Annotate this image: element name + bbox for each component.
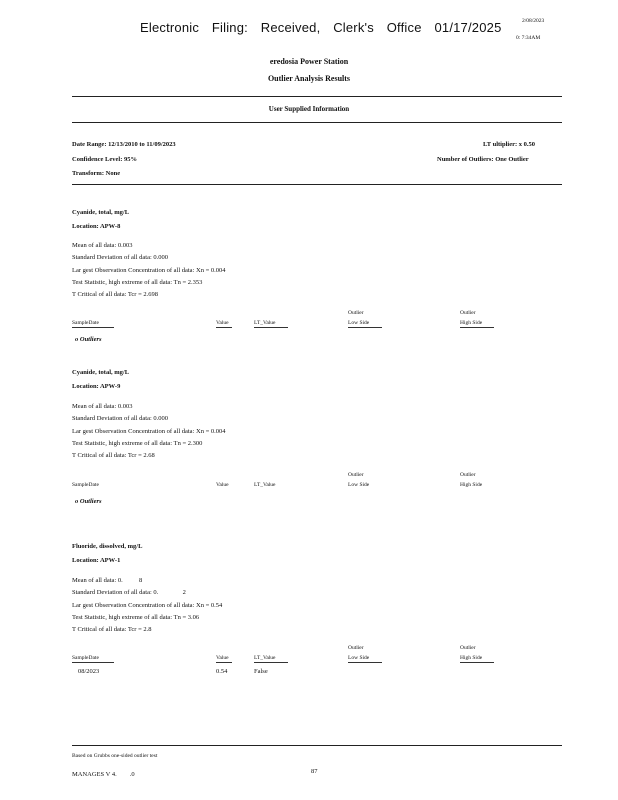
std-dev: Standard Deviation of all data: 0.000 bbox=[72, 254, 169, 262]
col-high-side: High Side bbox=[460, 482, 483, 488]
report-title: Outlier Analysis Results bbox=[267, 74, 351, 83]
std-dev: Standard Deviation of all data: 0. 2 bbox=[72, 589, 186, 597]
software-version: MANAGES V 4. .0 bbox=[72, 771, 135, 778]
station-name: eredosia Power Station bbox=[269, 57, 349, 66]
col-outlier-low: Outlier bbox=[348, 645, 364, 651]
largest-observation: Lar gest Observation Concentration of all data: Xn = 0.004 bbox=[72, 266, 226, 274]
date-range: Date Range: 12/13/2010 to 11/09/2023 bbox=[72, 141, 176, 148]
col-sample-date: SampleDate bbox=[72, 320, 99, 326]
t-critical: T Critical of all data: Tcr = 2.698 bbox=[72, 291, 159, 299]
underline bbox=[460, 327, 494, 328]
underline bbox=[460, 662, 494, 663]
statistics bbox=[72, 240, 226, 301]
row-sample-date: 08/2023 bbox=[78, 668, 100, 675]
col-outlier-high: Outlier bbox=[460, 310, 476, 316]
stamp-time: 0: 7:34AM bbox=[516, 35, 541, 41]
mean: Mean of all data: 0.003 bbox=[72, 403, 133, 410]
underline bbox=[348, 662, 382, 663]
rule-top bbox=[72, 96, 562, 97]
col-value: Value bbox=[216, 482, 229, 488]
parameter-name: Cyanide, total, mg/L bbox=[72, 209, 130, 216]
underline bbox=[72, 662, 114, 663]
col-low-side: Low Side bbox=[348, 482, 370, 488]
col-value: Value bbox=[216, 320, 229, 326]
underline bbox=[348, 327, 382, 328]
col-outlier-low: Outlier bbox=[348, 472, 364, 478]
underline bbox=[216, 662, 232, 663]
statistics bbox=[72, 575, 222, 636]
col-high-side: High Side bbox=[460, 320, 483, 326]
col-value: Value bbox=[216, 655, 229, 661]
col-low-side: Low Side bbox=[348, 655, 370, 661]
largest-observation: Lar gest Observation Concentration of all data: Xn = 0.54 bbox=[72, 601, 223, 609]
location: Location: APW-9 bbox=[72, 383, 121, 390]
section-heading: User Supplied Information bbox=[268, 105, 350, 113]
parameter-name: Fluoride, dissolved, mg/L bbox=[72, 543, 143, 550]
col-lt-value: LT_Value bbox=[254, 655, 276, 661]
test-statistic: Test Statistic, high extreme of all data: Tn = 2.353 bbox=[72, 278, 203, 286]
largest-observation: Lar gest Observation Concentration of all data: Xn = 0.004 bbox=[72, 427, 226, 435]
parameter-name: Cyanide, total, mg/L bbox=[72, 369, 130, 376]
location: Location: APW-1 bbox=[72, 557, 121, 564]
underline bbox=[72, 327, 114, 328]
col-sample-date: SampleDate bbox=[72, 655, 99, 661]
rule-info bbox=[72, 184, 562, 185]
footer-note: Based on Grubbs one-sided outlier test bbox=[72, 753, 158, 759]
lt-multiplier: LT ultiplier: x 0.50 bbox=[483, 141, 536, 148]
row-lt-value: False bbox=[254, 668, 268, 675]
stamp-date: 2/08/2023 bbox=[522, 18, 545, 24]
filing-stamp: Electronic Filing: Received, Clerk's Office 01/17/2025 bbox=[140, 20, 502, 35]
underline bbox=[254, 327, 288, 328]
test-statistic: Test Statistic, high extreme of all data: Tn = 3.06 bbox=[72, 613, 200, 621]
number-of-outliers: Number of Outliers: One Outlier bbox=[437, 156, 529, 163]
rule-footer bbox=[72, 745, 562, 746]
location: Location: APW-8 bbox=[72, 223, 121, 230]
col-high-side: High Side bbox=[460, 655, 483, 661]
test-statistic: Test Statistic, high extreme of all data: Tn = 2.300 bbox=[72, 439, 203, 447]
underline bbox=[216, 327, 232, 328]
col-low-side: Low Side bbox=[348, 320, 370, 326]
rule-section bbox=[72, 122, 562, 123]
confidence-level: Confidence Level: 95% bbox=[72, 156, 137, 163]
t-critical: T Critical of all data: Tcr = 2.8 bbox=[72, 626, 152, 634]
mean: Mean of all data: 0.003 bbox=[72, 242, 133, 249]
col-lt-value: LT_Value bbox=[254, 320, 276, 326]
col-lt-value: LT_Value bbox=[254, 482, 276, 488]
no-outliers: o Outliers bbox=[75, 336, 102, 343]
transform: Transform: None bbox=[72, 170, 121, 177]
page-number: 87 bbox=[311, 768, 318, 775]
no-outliers: o Outliers bbox=[75, 498, 102, 505]
underline bbox=[254, 662, 288, 663]
std-dev: Standard Deviation of all data: 0.000 bbox=[72, 415, 169, 423]
col-outlier-high: Outlier bbox=[460, 472, 476, 478]
statistics bbox=[72, 401, 226, 462]
col-outlier-low: Outlier bbox=[348, 310, 364, 316]
mean: Mean of all data: 0. 8 bbox=[72, 577, 143, 584]
row-value: 0.54 bbox=[216, 668, 228, 675]
col-outlier-high: Outlier bbox=[460, 645, 476, 651]
t-critical: T Critical of all data: Tcr = 2.68 bbox=[72, 452, 155, 460]
col-sample-date: SampleDate bbox=[72, 482, 99, 488]
